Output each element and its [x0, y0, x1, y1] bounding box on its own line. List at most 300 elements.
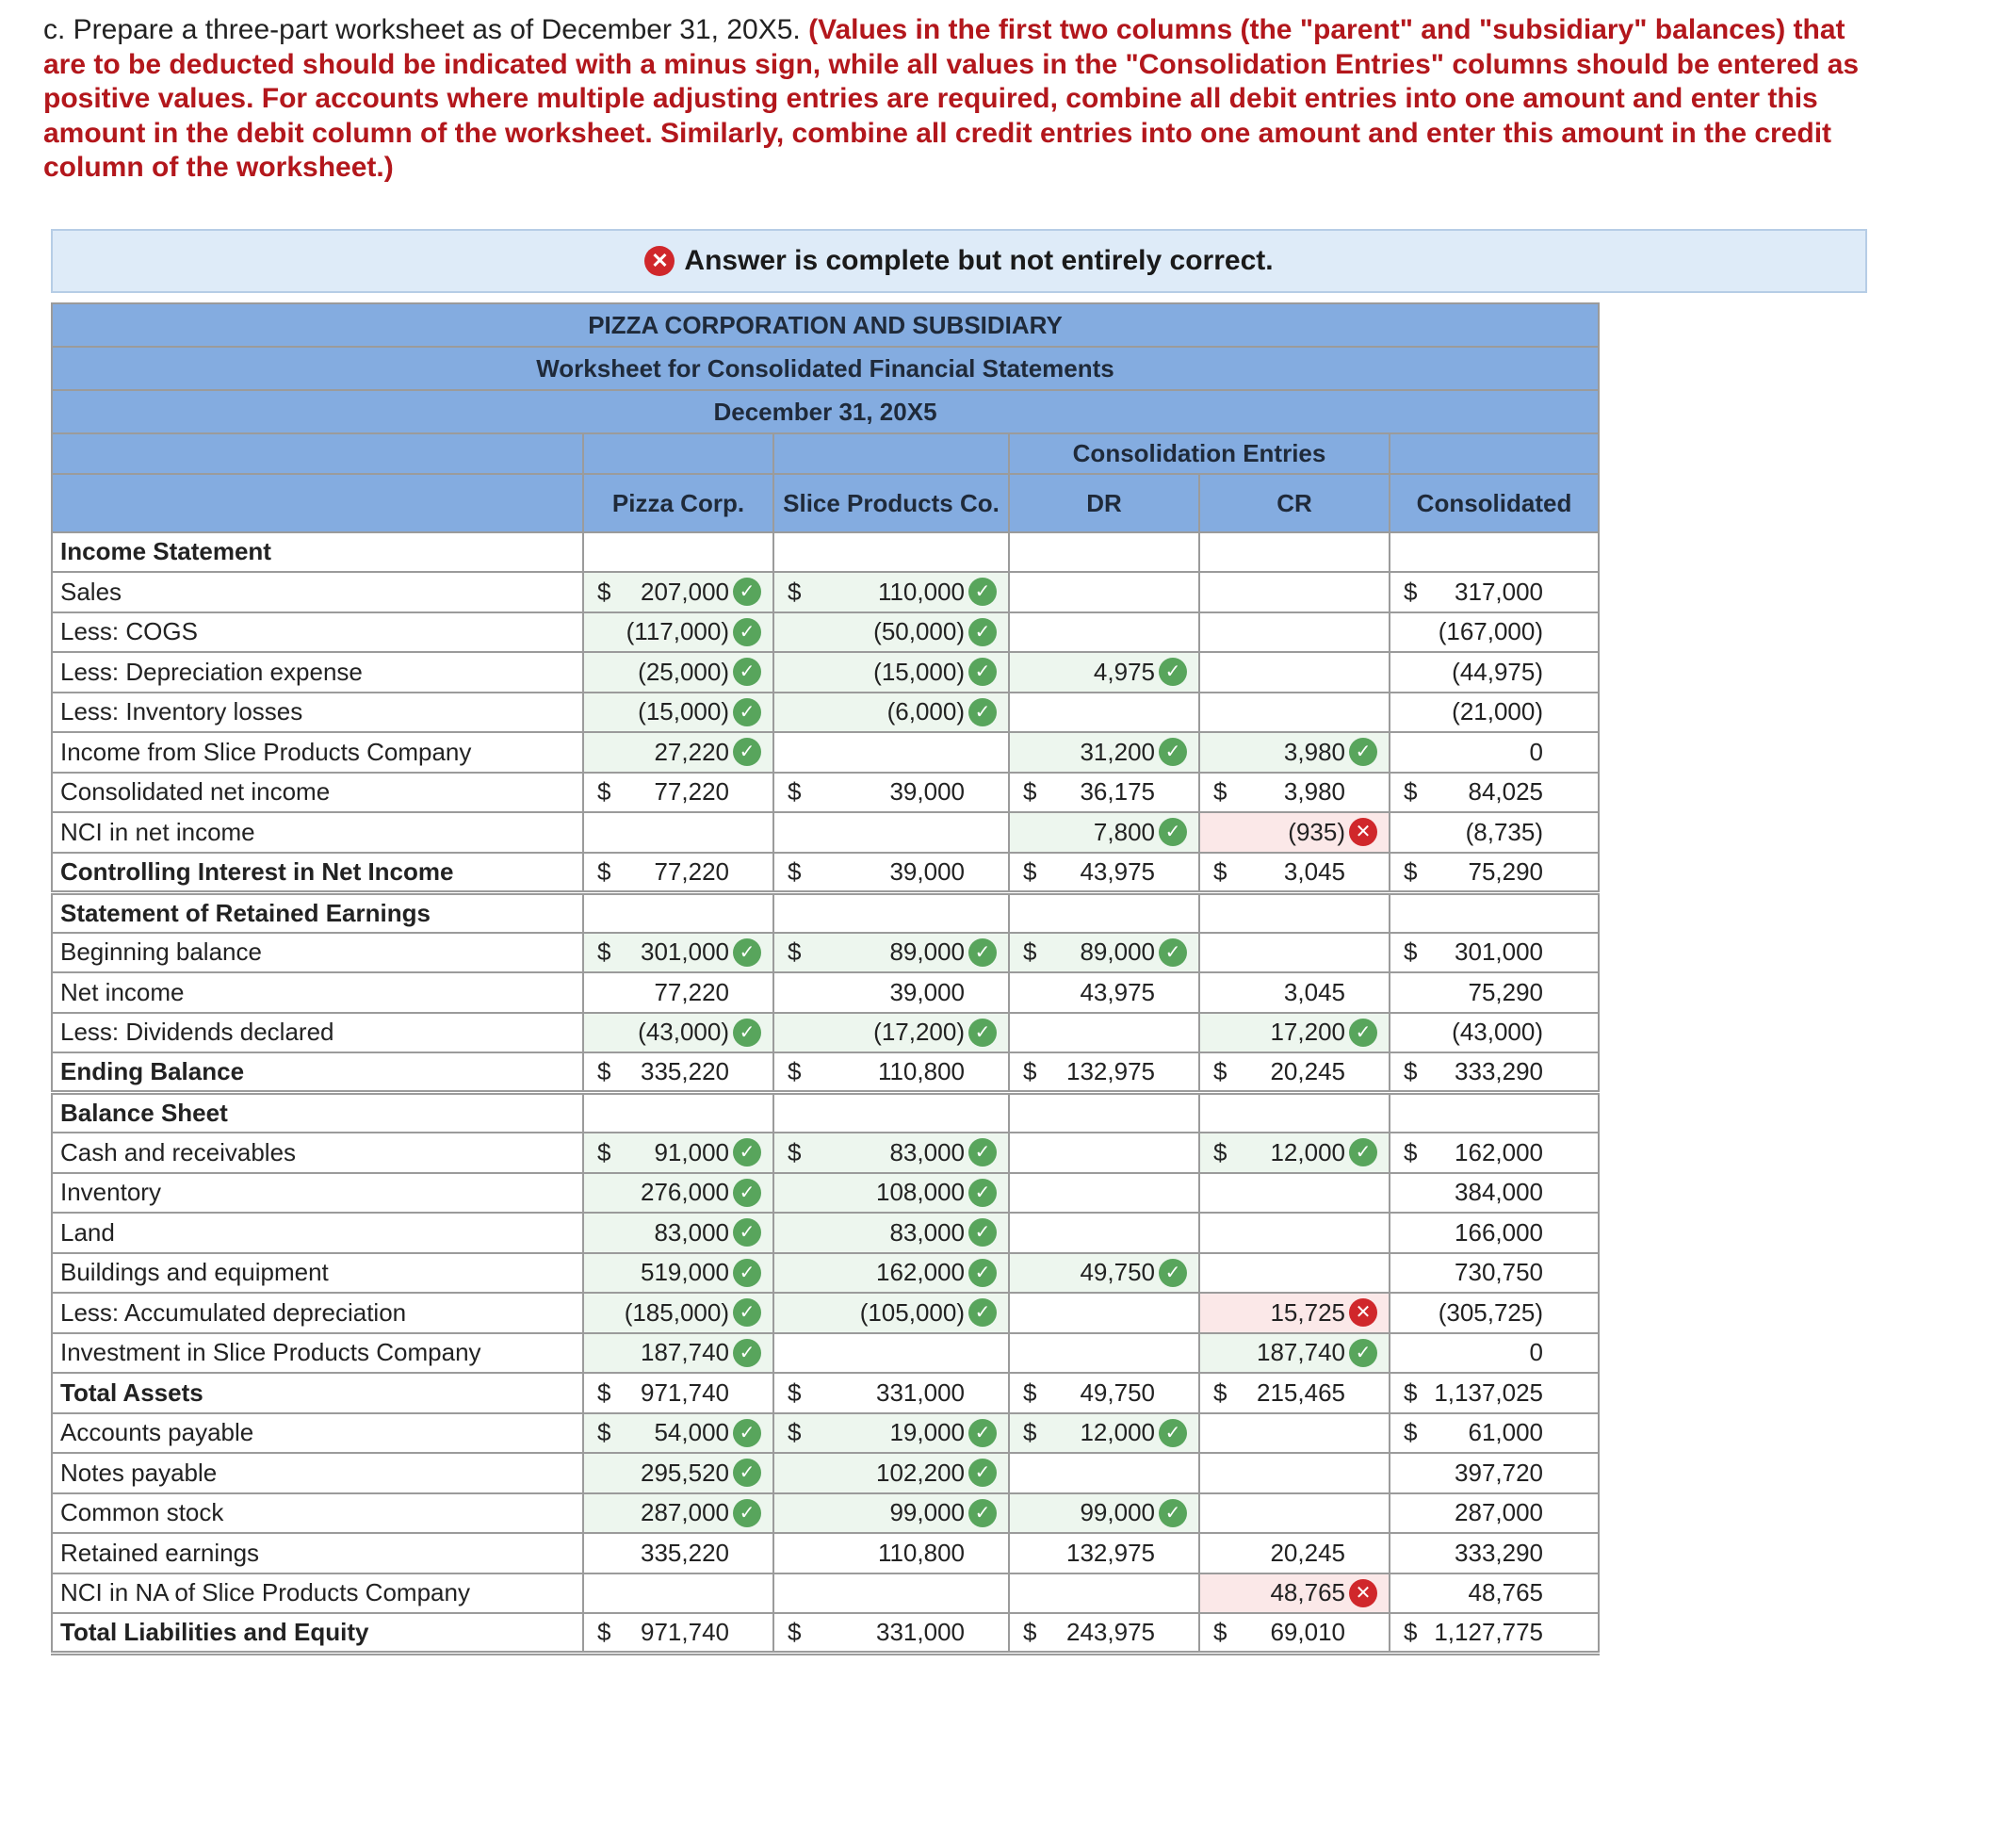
pizza-corp-cell[interactable]	[583, 933, 773, 973]
slice-products-cell[interactable]	[773, 1133, 1009, 1173]
cell-value: 89,000	[1080, 937, 1155, 967]
cell-value: 971,740	[641, 1378, 729, 1407]
pizza-corp-cell[interactable]	[583, 1253, 773, 1294]
cell-value: 4,975	[1093, 657, 1155, 686]
col-header-consolidated: Consolidated	[1390, 474, 1599, 532]
consolidation-dr-cell	[1009, 1093, 1199, 1133]
cell-value: 43,975	[1080, 977, 1155, 1006]
dollar-sign: $	[1023, 1378, 1037, 1407]
worksheet-row	[52, 1052, 1599, 1093]
consolidation-dr-cell	[1009, 1613, 1199, 1654]
row-label: Land	[52, 1213, 583, 1253]
pizza-corp-cell	[583, 892, 773, 933]
check-icon: ✓	[733, 578, 761, 606]
cell-value: 207,000	[641, 577, 729, 606]
row-label: NCI in net income	[52, 812, 583, 853]
row-label: Investment in Slice Products Company	[52, 1333, 583, 1374]
cell-value: 317,000	[1455, 577, 1544, 606]
dollar-sign: $	[1023, 777, 1037, 807]
consolidation-cr-cell[interactable]	[1199, 1133, 1390, 1173]
consolidation-cr-cell	[1199, 693, 1390, 733]
cell-value: (305,725)	[1438, 1297, 1544, 1327]
slice-products-cell[interactable]	[773, 1013, 1009, 1053]
cell-value: 301,000	[641, 937, 729, 967]
row-label: Controlling Interest in Net Income	[52, 853, 583, 893]
consolidated-cell	[1390, 773, 1599, 813]
section-row	[52, 1093, 1599, 1133]
dollar-sign: $	[1213, 1057, 1227, 1085]
worksheet-row	[52, 652, 1599, 693]
instructions-prefix: c. Prepare a three-part worksheet as of December 31, 20X5.	[43, 14, 801, 45]
check-icon: ✓	[1159, 1499, 1187, 1527]
consolidation-dr-cell[interactable]	[1009, 732, 1199, 773]
dollar-sign: $	[1404, 937, 1418, 967]
row-label: Net income	[52, 972, 583, 1013]
consolidation-cr-cell	[1199, 1613, 1390, 1654]
consolidation-dr-cell	[1009, 1173, 1199, 1214]
slice-products-cell	[773, 853, 1009, 893]
cell-value: 333,290	[1455, 1538, 1544, 1567]
pizza-corp-cell[interactable]	[583, 1493, 773, 1534]
slice-products-cell	[773, 1573, 1009, 1614]
slice-products-cell[interactable]	[773, 1413, 1009, 1454]
worksheet-title: Worksheet for Consolidated Financial Statements	[52, 347, 1599, 390]
check-icon: ✓	[1159, 818, 1187, 846]
dollar-sign: $	[597, 1618, 611, 1646]
check-icon: ✓	[968, 618, 997, 646]
consolidated-cell	[1390, 652, 1599, 693]
worksheet-row	[52, 933, 1599, 973]
row-label: Less: Depreciation expense	[52, 652, 583, 693]
row-label: Ending Balance	[52, 1052, 583, 1093]
consolidation-entries-header: Consolidation Entries	[1009, 433, 1390, 474]
cell-value: 12,000	[1270, 1137, 1345, 1166]
consolidation-dr-cell[interactable]	[1009, 612, 1199, 653]
check-icon: ✓	[968, 1298, 997, 1327]
cell-value: 48,765	[1468, 1578, 1544, 1607]
check-icon: ✓	[968, 578, 997, 606]
worksheet-row	[52, 853, 1599, 893]
check-icon: ✓	[1349, 1138, 1377, 1166]
consolidated-cell	[1390, 972, 1599, 1013]
worksheet-row	[52, 1453, 1599, 1493]
dollar-sign: $	[1023, 937, 1037, 967]
consolidation-worksheet	[51, 302, 1600, 1655]
cell-value: 519,000	[641, 1258, 729, 1287]
check-icon: ✓	[733, 1459, 761, 1487]
header-row	[52, 303, 1599, 347]
cell-value: 3,045	[1283, 977, 1345, 1006]
consolidated-cell	[1390, 612, 1599, 653]
pizza-corp-cell	[583, 1613, 773, 1654]
cell-value: 91,000	[654, 1137, 729, 1166]
cell-value: 49,750	[1080, 1378, 1155, 1407]
consolidation-dr-cell	[1009, 1373, 1199, 1413]
consolidated-cell	[1390, 1093, 1599, 1133]
dollar-sign: $	[597, 777, 611, 807]
pizza-corp-cell[interactable]	[583, 652, 773, 693]
worksheet-row	[52, 773, 1599, 813]
cell-value: 301,000	[1455, 937, 1544, 967]
consolidation-dr-cell	[1009, 1573, 1199, 1614]
consolidation-dr-cell	[1009, 1213, 1199, 1253]
header-blank	[52, 474, 583, 532]
check-icon: ✓	[1349, 1019, 1377, 1047]
slice-products-cell	[773, 1613, 1009, 1654]
cell-value: 19,000	[889, 1418, 965, 1447]
cell-value: 110,800	[877, 1538, 965, 1567]
consolidated-cell	[1390, 1133, 1599, 1173]
slice-products-cell[interactable]	[773, 1173, 1009, 1214]
consolidation-cr-cell	[1199, 773, 1390, 813]
check-icon: ✓	[733, 1019, 761, 1047]
worksheet-row	[52, 1253, 1599, 1294]
slice-products-cell[interactable]	[773, 652, 1009, 693]
consolidation-dr-cell	[1009, 1333, 1199, 1374]
consolidation-cr-cell[interactable]	[1199, 1013, 1390, 1053]
cell-value: 77,220	[654, 977, 729, 1006]
cell-value: 69,010	[1270, 1618, 1345, 1646]
pizza-corp-cell[interactable]	[583, 1333, 773, 1374]
consolidation-cr-cell	[1199, 652, 1390, 693]
consolidation-cr-cell	[1199, 1052, 1390, 1093]
cell-value: 162,000	[876, 1258, 965, 1287]
consolidation-dr-cell	[1009, 1453, 1199, 1493]
cell-value: 215,465	[1257, 1378, 1345, 1407]
row-label: Total Liabilities and Equity	[52, 1613, 583, 1654]
cell-value: 39,000	[889, 777, 965, 807]
slice-products-cell[interactable]	[773, 693, 1009, 733]
dollar-sign: $	[1023, 1057, 1037, 1085]
slice-products-cell	[773, 1333, 1009, 1374]
col-header-dr: DR	[1009, 474, 1199, 532]
check-icon: ✓	[733, 1419, 761, 1447]
header-blank	[773, 433, 1009, 474]
cell-value: 335,220	[641, 1057, 729, 1085]
dollar-sign: $	[1404, 577, 1418, 606]
check-icon: ✓	[733, 1179, 761, 1207]
slice-products-cell	[773, 732, 1009, 773]
consolidation-cr-cell	[1199, 972, 1390, 1013]
row-label: Consolidated net income	[52, 773, 583, 813]
worksheet-row	[52, 1373, 1599, 1413]
consolidation-cr-cell[interactable]	[1199, 1573, 1390, 1614]
consolidated-cell	[1390, 892, 1599, 933]
x-circle-icon: ✕	[1349, 818, 1377, 846]
section-row	[52, 532, 1599, 573]
row-label: Less: Dividends declared	[52, 1013, 583, 1053]
slice-products-cell[interactable]	[773, 1293, 1009, 1333]
dollar-sign: $	[1404, 1057, 1418, 1085]
worksheet-row	[52, 1573, 1599, 1614]
cell-value: 1,137,025	[1434, 1378, 1544, 1407]
consolidation-cr-cell[interactable]	[1199, 1333, 1390, 1374]
cell-value: 295,520	[641, 1458, 729, 1487]
cell-value: 36,175	[1080, 777, 1155, 807]
consolidation-dr-cell[interactable]	[1009, 693, 1199, 733]
slice-products-cell[interactable]	[773, 572, 1009, 612]
col-header-cr: CR	[1199, 474, 1390, 532]
pizza-corp-cell[interactable]	[583, 1413, 773, 1454]
slice-products-cell	[773, 532, 1009, 573]
check-icon: ✓	[1159, 1419, 1187, 1447]
dollar-sign: $	[788, 777, 802, 807]
dollar-sign: $	[1213, 777, 1227, 807]
pizza-corp-cell[interactable]	[583, 1173, 773, 1214]
worksheet-row	[52, 732, 1599, 773]
consolidation-cr-cell	[1199, 933, 1390, 973]
row-label: Statement of Retained Earnings	[52, 892, 583, 933]
pizza-corp-cell[interactable]	[583, 1213, 773, 1253]
check-icon: ✓	[968, 658, 997, 686]
row-label: Total Assets	[52, 1373, 583, 1413]
x-circle-icon: ✕	[1349, 1298, 1377, 1327]
cell-value: 99,000	[1080, 1498, 1155, 1527]
cell-value: 31,200	[1080, 737, 1155, 766]
pizza-corp-cell[interactable]	[583, 1013, 773, 1053]
cell-value: 110,800	[877, 1057, 965, 1085]
consolidated-cell	[1390, 732, 1599, 773]
dollar-sign: $	[597, 1418, 611, 1447]
consolidated-cell	[1390, 532, 1599, 573]
cell-value: 83,000	[889, 1217, 965, 1247]
consolidation-cr-cell	[1199, 1373, 1390, 1413]
consolidated-cell	[1390, 1013, 1599, 1053]
pizza-corp-cell[interactable]	[583, 1453, 773, 1493]
check-icon: ✓	[1159, 658, 1187, 686]
consolidated-cell	[1390, 1173, 1599, 1214]
consolidation-cr-cell	[1199, 1253, 1390, 1294]
consolidation-cr-cell	[1199, 612, 1390, 653]
check-icon: ✓	[1349, 738, 1377, 766]
pizza-corp-cell[interactable]	[583, 1133, 773, 1173]
consolidation-dr-cell[interactable]	[1009, 1493, 1199, 1534]
header-blank	[583, 433, 773, 474]
consolidation-cr-cell	[1199, 1173, 1390, 1214]
dollar-sign: $	[597, 1378, 611, 1407]
consolidation-dr-cell[interactable]	[1009, 933, 1199, 973]
check-icon: ✓	[733, 1259, 761, 1287]
dollar-sign: $	[1023, 856, 1037, 886]
pizza-corp-cell	[583, 1373, 773, 1413]
cell-value: 75,290	[1468, 977, 1544, 1006]
check-icon: ✓	[733, 658, 761, 686]
consolidated-cell	[1390, 933, 1599, 973]
cell-value: 84,025	[1468, 777, 1544, 807]
check-icon: ✓	[968, 1218, 997, 1247]
slice-products-cell[interactable]	[773, 1493, 1009, 1534]
row-label: NCI in NA of Slice Products Company	[52, 1573, 583, 1614]
row-label: Retained earnings	[52, 1533, 583, 1573]
check-icon: ✓	[733, 698, 761, 726]
consolidated-cell	[1390, 1253, 1599, 1294]
cell-value: 77,220	[654, 777, 729, 807]
dollar-sign: $	[1213, 1618, 1227, 1646]
slice-products-cell[interactable]	[773, 1453, 1009, 1493]
cell-value: (935)	[1288, 817, 1345, 846]
cell-value: 48,765	[1270, 1578, 1345, 1607]
cell-value: 89,000	[889, 937, 965, 967]
instructions	[43, 13, 1871, 186]
check-icon: ✓	[968, 1419, 997, 1447]
pizza-corp-cell	[583, 812, 773, 853]
dollar-sign: $	[788, 1378, 802, 1407]
consolidated-cell	[1390, 693, 1599, 733]
slice-products-cell[interactable]	[773, 933, 1009, 973]
consolidation-dr-cell[interactable]	[1009, 1413, 1199, 1454]
pizza-corp-cell[interactable]	[583, 1293, 773, 1333]
dollar-sign: $	[1023, 1618, 1037, 1646]
check-icon: ✓	[968, 1259, 997, 1287]
cell-value: 397,720	[1455, 1458, 1544, 1487]
consolidated-cell	[1390, 1373, 1599, 1413]
check-icon: ✓	[733, 1138, 761, 1166]
cell-value: 132,975	[1066, 1057, 1155, 1085]
cell-value: (50,000)	[873, 617, 965, 646]
pizza-corp-cell[interactable]	[583, 693, 773, 733]
slice-products-cell	[773, 1052, 1009, 1093]
dollar-sign: $	[1404, 1137, 1418, 1166]
pizza-corp-cell	[583, 773, 773, 813]
slice-products-cell[interactable]	[773, 1253, 1009, 1294]
row-label: Sales	[52, 572, 583, 612]
consolidation-cr-cell	[1199, 532, 1390, 573]
cell-value: 335,220	[641, 1538, 729, 1567]
cell-value: 187,740	[1257, 1338, 1345, 1367]
cell-value: 39,000	[889, 856, 965, 886]
dollar-sign: $	[788, 577, 802, 606]
row-label: Income from Slice Products Company	[52, 732, 583, 773]
slice-products-cell	[773, 1373, 1009, 1413]
dollar-sign: $	[1404, 1418, 1418, 1447]
dollar-sign: $	[1404, 777, 1418, 807]
cell-value: 20,245	[1270, 1057, 1345, 1085]
dollar-sign: $	[597, 577, 611, 606]
pizza-corp-cell	[583, 1573, 773, 1614]
row-label: Cash and receivables	[52, 1133, 583, 1173]
consolidated-cell	[1390, 1493, 1599, 1534]
cell-value: 15,725	[1270, 1297, 1345, 1327]
consolidation-cr-cell	[1199, 1213, 1390, 1253]
consolidated-cell	[1390, 1293, 1599, 1333]
check-icon: ✓	[968, 938, 997, 967]
cell-value: (43,000)	[638, 1018, 729, 1047]
check-icon: ✓	[968, 1019, 997, 1047]
cell-value: 75,290	[1468, 856, 1544, 886]
row-label: Beginning balance	[52, 933, 583, 973]
consolidation-cr-cell	[1199, 853, 1390, 893]
pizza-corp-cell	[583, 972, 773, 1013]
row-label: Less: Accumulated depreciation	[52, 1293, 583, 1333]
consolidation-dr-cell[interactable]	[1009, 812, 1199, 853]
worksheet-row	[52, 812, 1599, 853]
check-icon: ✓	[1159, 1259, 1187, 1287]
cell-value: 331,000	[876, 1618, 965, 1646]
cell-value: 166,000	[1455, 1217, 1544, 1247]
consolidation-dr-cell	[1009, 773, 1199, 813]
consolidation-cr-cell[interactable]	[1199, 812, 1390, 853]
row-label: Common stock	[52, 1493, 583, 1534]
consolidation-cr-cell	[1199, 572, 1390, 612]
header-blank	[52, 433, 583, 474]
consolidation-dr-cell	[1009, 532, 1199, 573]
consolidation-cr-cell	[1199, 892, 1390, 933]
cell-value: (167,000)	[1438, 617, 1544, 646]
cell-value: 27,220	[654, 737, 729, 766]
dollar-sign: $	[1213, 1137, 1227, 1166]
worksheet-row	[52, 1333, 1599, 1374]
slice-products-cell[interactable]	[773, 612, 1009, 653]
cell-value: 43,975	[1080, 856, 1155, 886]
cell-value: (25,000)	[638, 657, 729, 686]
consolidated-cell	[1390, 572, 1599, 612]
cell-value: 110,000	[877, 577, 965, 606]
instructions-note: (Values in the first two columns (the "parent" and "subsidiary" balances) that are to be deducted should be indicated with a minus sign, while all values in the "Consolidation Entries" columns should be entered as positive values. For accounts where multiple adjusting entries are required, combine all debit entries into one amount and enter this amount in the debit column of the worksheet. Similarly, combine all credit entries into one amount and enter this amount in the credit column of the worksheet.)	[43, 14, 1860, 183]
header-row	[52, 390, 1599, 433]
consolidation-dr-cell	[1009, 1533, 1199, 1573]
slice-products-cell	[773, 773, 1009, 813]
consolidated-cell	[1390, 1413, 1599, 1454]
consolidation-dr-cell[interactable]	[1009, 1253, 1199, 1294]
slice-products-cell[interactable]	[773, 1213, 1009, 1253]
consolidation-dr-cell[interactable]	[1009, 652, 1199, 693]
consolidated-cell	[1390, 1533, 1599, 1573]
cell-value: 83,000	[654, 1217, 729, 1247]
check-icon: ✓	[968, 1459, 997, 1487]
row-label: Balance Sheet	[52, 1093, 583, 1133]
consolidation-cr-cell	[1199, 1493, 1390, 1534]
cell-value: 0	[1529, 737, 1544, 766]
check-icon: ✓	[968, 1138, 997, 1166]
cell-value: 730,750	[1455, 1258, 1544, 1287]
pizza-corp-cell[interactable]	[583, 732, 773, 773]
consolidation-cr-cell[interactable]	[1199, 1293, 1390, 1333]
answer-status-text: Answer is complete but not entirely correct.	[684, 245, 1274, 276]
cell-value: 1,127,775	[1434, 1618, 1544, 1646]
cell-value: 99,000	[889, 1498, 965, 1527]
dollar-sign: $	[788, 856, 802, 886]
consolidation-dr-cell[interactable]	[1009, 572, 1199, 612]
consolidation-dr-cell	[1009, 1013, 1199, 1053]
worksheet-row	[52, 1133, 1599, 1173]
slice-products-cell	[773, 812, 1009, 853]
x-circle-icon: ✕	[644, 246, 675, 276]
pizza-corp-cell[interactable]	[583, 572, 773, 612]
row-label: Income Statement	[52, 532, 583, 573]
cell-value: 54,000	[654, 1418, 729, 1447]
cell-value: (117,000)	[626, 617, 729, 646]
col-header-pizza-corp: Pizza Corp.	[583, 474, 773, 532]
cell-value: 17,200	[1270, 1018, 1345, 1047]
check-icon: ✓	[968, 1499, 997, 1527]
check-icon: ✓	[968, 1179, 997, 1207]
cell-value: 61,000	[1468, 1418, 1544, 1447]
cell-value: 3,045	[1283, 856, 1345, 886]
check-icon: ✓	[733, 1218, 761, 1247]
pizza-corp-cell	[583, 1093, 773, 1133]
dollar-sign: $	[1213, 1378, 1227, 1407]
cell-value: (15,000)	[638, 697, 729, 726]
check-icon: ✓	[1159, 738, 1187, 766]
cell-value: 243,975	[1066, 1618, 1155, 1646]
row-label: Buildings and equipment	[52, 1253, 583, 1294]
slice-products-cell	[773, 892, 1009, 933]
cell-value: (8,735)	[1465, 817, 1544, 846]
cell-value: (21,000)	[1452, 697, 1544, 726]
cell-value: 3,980	[1283, 737, 1345, 766]
consolidation-cr-cell[interactable]	[1199, 732, 1390, 773]
pizza-corp-cell[interactable]	[583, 612, 773, 653]
